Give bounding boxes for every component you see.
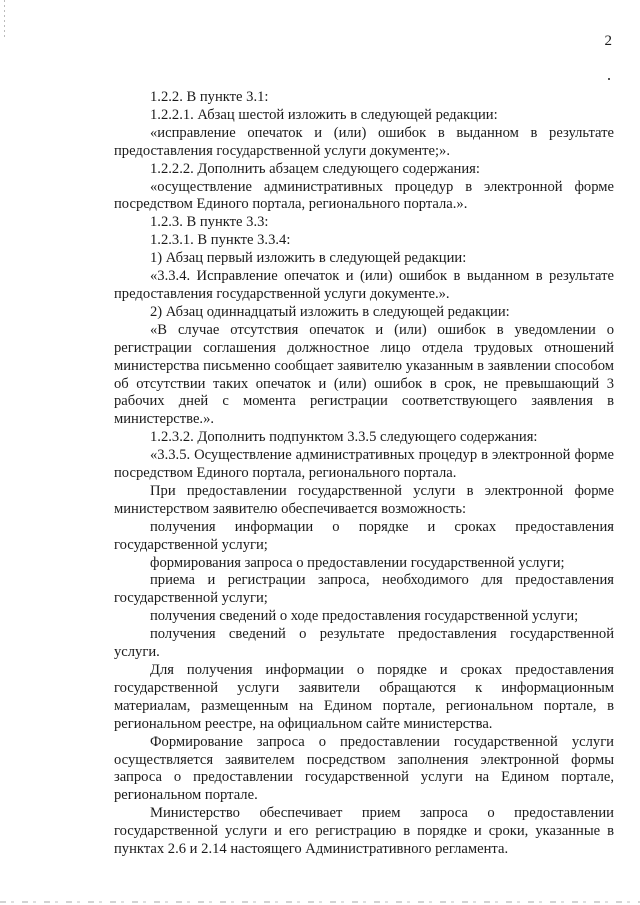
scan-bottom-edge — [0, 901, 640, 903]
paragraph: «3.3.4. Исправление опечаток и (или) ошибок в выданном в результате предоставления государственной услуги документе.». — [114, 268, 614, 302]
page-number: 2 — [604, 33, 612, 49]
paragraph: получения информации о порядке и сроках предоставления государственной услуги; — [114, 518, 614, 553]
paragraph: 1.2.3.2. Дополнить подпунктом 3.3.5 следующего содержания: — [150, 429, 538, 446]
paragraph: получения сведений о результате предоставления государственной услуги. — [114, 626, 614, 661]
paragraph: 1.2.3. В пункте 3.3: — [150, 214, 269, 231]
paragraph: Формирование запроса о предоставлении государственной услуги осуществляется заявителем посредством заполнения электронной формы запроса о предоставлении государственной услуги на Едином портале, региональном портале. — [114, 733, 614, 804]
paragraph: 2) Абзац одиннадцатый изложить в следующей редакции: — [150, 303, 510, 320]
paragraph: Для получения информации о порядке и сроках предоставления государственной услуги заявители обращаются к информационным материалам, размещенным на Едином портале, региональном портале, в региональном реестре, на официальном сайте министерства. — [114, 662, 614, 732]
scan-dot — [608, 78, 610, 80]
paragraph: При предоставлении государственной услуги в электронной форме министерством заявителю обеспечивается возможность: — [114, 482, 614, 517]
paragraph: 1) Абзац первый изложить в следующей редакции: — [150, 250, 467, 267]
paragraph: формирования запроса о предоставлении государственной услуги; — [150, 554, 565, 571]
scan-edge-marks — [4, 0, 5, 40]
paragraph: «3.3.5. Осуществление административных процедур в электронной форме посредством Единого портала, регионального портала. — [114, 447, 614, 482]
paragraph: 1.2.2. В пункте 3.1: — [150, 89, 269, 105]
paragraph: получения сведений о ходе предоставления государственной услуги; — [150, 608, 579, 625]
paragraph: «осуществление административных процедур в электронной форме посредством Единого портала, регионального портала.». — [114, 178, 614, 213]
paragraph: «исправление опечаток и (или) ошибок в выданном в результате предоставления государственной услуги документе;». — [114, 124, 614, 159]
paragraph: 1.2.3.1. В пункте 3.3.4: — [150, 232, 291, 249]
document-body — [114, 89, 614, 859]
paragraph: 1.2.2.2. Дополнить абзацем следующего содержания: — [150, 160, 480, 177]
paragraph: приема и регистрации запроса, необходимого для предоставления государственной услуги; — [114, 572, 614, 607]
paragraph: Министерство обеспечивает прием запроса о предоставлении государственной услуги и его регистрацию в порядке и сроки, указанные в пунктах 2.6 и 2.14 настоящего Административного регламента. — [114, 805, 614, 858]
paragraph: «В случае отсутствия опечаток и (или) ошибок в уведомлении о регистрации соглашения должностное лицо отдела трудовых отношений министерства письменно сообщает заявителю указанным в заявлении способом об отсутствии таких опечаток и (или) ошибок в срок, не превышающий 3 рабочих дней с момента регистрации соответствующего заявления в министерстве.». — [114, 321, 614, 428]
paragraph: 1.2.2.1. Абзац шестой изложить в следующей редакции: — [150, 106, 498, 123]
